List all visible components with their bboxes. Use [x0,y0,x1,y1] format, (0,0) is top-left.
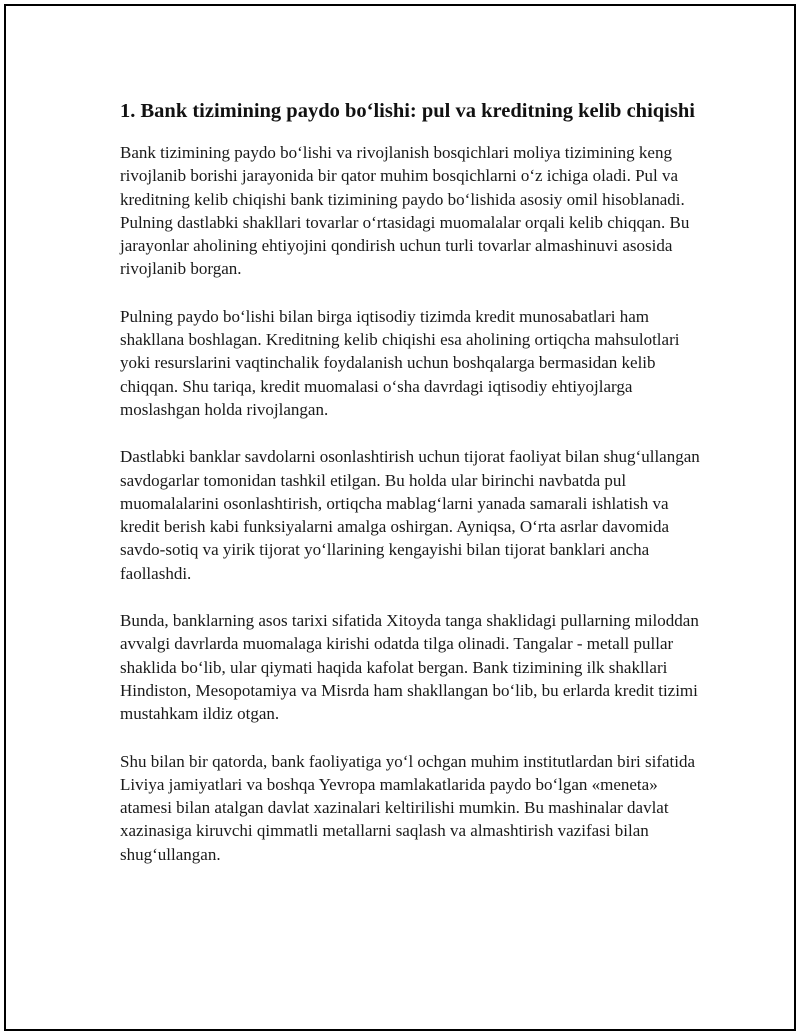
document-title: 1. Bank tizimining paydo bo‘lishi: pul va kreditning kelib chiqishi [120,100,695,122]
page-frame [4,4,796,1031]
paragraph-5: Shu bilan bir qatorda, bank faoliyatiga yo‘l ochgan muhim institutlardan biri sifatida Liviya jamiyatlari va boshqa Yevropa mamlakatlarida paydo bo‘lgan «meneta» atamesi bilan atalgan davlat xazinalari keltirilishi mumkin. Bu mashinalar davlat xazinasiga kiruvchi qimmatli metallarni saqlash va almashtirish vazifasi bilan shug‘ullangan. [120,751,696,864]
paragraph-3: Dastlabki banklar savdolarni osonlashtirish uchun tijorat faoliyat bilan shug‘ullangan savdogarlar tomonidan tashkil etilgan. Bu holda ular birinchi navbatda pul muomalalarini osonlashtirish, ortiqcha mablag‘larni yanada samarali ishlatish va kredit berish kabi funksiyalarni amalga oshirgan. Ayniqsa, O‘rta asrlar davomida savdo-sotiq va yirik tijorat yo‘llarining kengayishi bilan tijorat banklari ancha faollashdi. [120,447,700,583]
paragraph-2: Pulning paydo bo‘lishi bilan birga iqtisodiy tizimda kredit munosabatlari ham shakllana boshlagan. Kreditning kelib chiqishi esa aholining ortiqcha mahsulotlari yoki resurslarini vaqtinchalik foydalanish uchun boshqalarga bermasidan kelib chiqqan. Shu tariqa, kredit muomalasi o‘sha davrdagi iqtisodiy ehtiyojlarga moslashgan holda rivojlangan. [120,306,680,419]
paragraph-1: Bank tizimining paydo bo‘lishi va rivojlanish bosqichlari moliya tizimining keng rivojlanib borishi jarayonida bir qator muhim bosqichlarni o‘z ichiga oladi. Pul va kreditning kelib chiqishi bank tizimining paydo bo‘lishida asosiy omil hisoblanadi. Pulning dastlabki shakllari tovarlar o‘rtasidagi muomalalar orqali kelib chiqqan. Bu jarayonlar aholining ehtiyojini qondirish uchun turli tovarlar almashinuvi asosida rivojlanib borgan. [120,143,690,279]
paragraph-4: Bunda, banklarning asos tarixi sifatida Xitoyda tanga shaklidagi pullarning miloddan avvalgi davrlarda muomalaga kirishi odatda tilga olinadi. Tangalar - metall pullar shaklida bo‘lib, ular qiymati haqida kafolat bergan. Bank tizimining ilk shakllari Hindiston, Mesopotamiya va Misrda ham shakllangan bo‘lib, bu erlarda kredit tizimi mustahkam ildiz otgan. [120,611,699,724]
document-body [120,98,700,890]
